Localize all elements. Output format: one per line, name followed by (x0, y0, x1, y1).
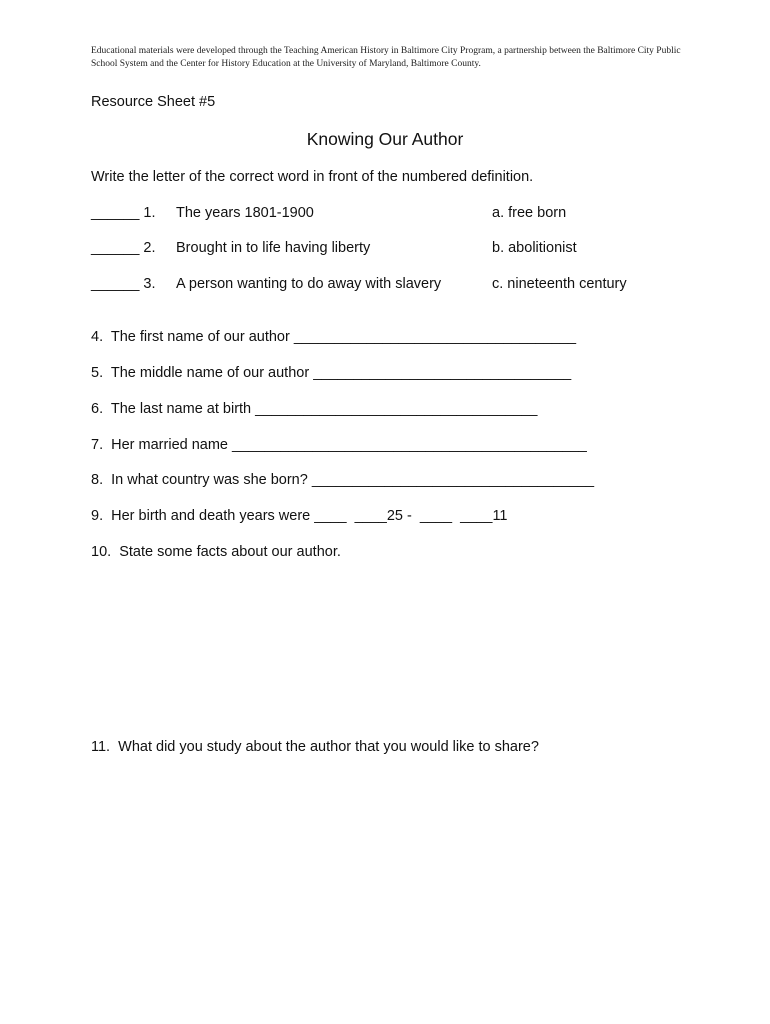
question-facts: 10. State some facts about our author. (91, 544, 341, 560)
question-married-name[interactable]: 7. Her married name ____________________________________________ (91, 437, 587, 453)
question-middle-name[interactable]: 5. The middle name of our author ________________________________ (91, 365, 572, 381)
question-birth-death-years[interactable]: 9. Her birth and death years were ____ ____25 - ____ ____11 (91, 508, 508, 524)
matching-choice: b. abolitionist (492, 240, 577, 256)
matching-blank[interactable]: ______ 1. (91, 205, 156, 221)
question-study-share: 11. What did you study about the author that you would like to share? (91, 739, 539, 755)
header-note: Educational materials were developed through the Teaching American History in Baltimore City Program, a partnership between the Baltimore City Public School System and the Center for History Education at the University of Maryland, Baltimore County. (91, 46, 681, 69)
sheet-label: Resource Sheet #5 (91, 94, 216, 110)
instructions: Write the letter of the correct word in front of the numbered definition. (91, 169, 534, 185)
question-first-name[interactable]: 4. The first name of our author ___________________________________ (91, 329, 577, 345)
matching-row-3 (91, 276, 691, 296)
matching-definition: A person wanting to do away with slavery (176, 276, 442, 292)
matching-choice: c. nineteenth century (492, 276, 627, 292)
matching-definition: Brought in to life having liberty (176, 240, 371, 256)
question-last-name[interactable]: 6. The last name at birth ___________________________________ (91, 401, 538, 417)
matching-choice: a. free born (492, 205, 567, 221)
page-title: Knowing Our Author (306, 129, 464, 149)
matching-row-1 (91, 205, 691, 225)
matching-blank[interactable]: ______ 2. (91, 240, 156, 256)
matching-row-2 (91, 240, 691, 260)
question-birth-country[interactable]: 8. In what country was she born? ___________________________________ (91, 472, 595, 488)
matching-definition: The years 1801-1900 (176, 205, 314, 221)
matching-blank[interactable]: ______ 3. (91, 276, 156, 292)
